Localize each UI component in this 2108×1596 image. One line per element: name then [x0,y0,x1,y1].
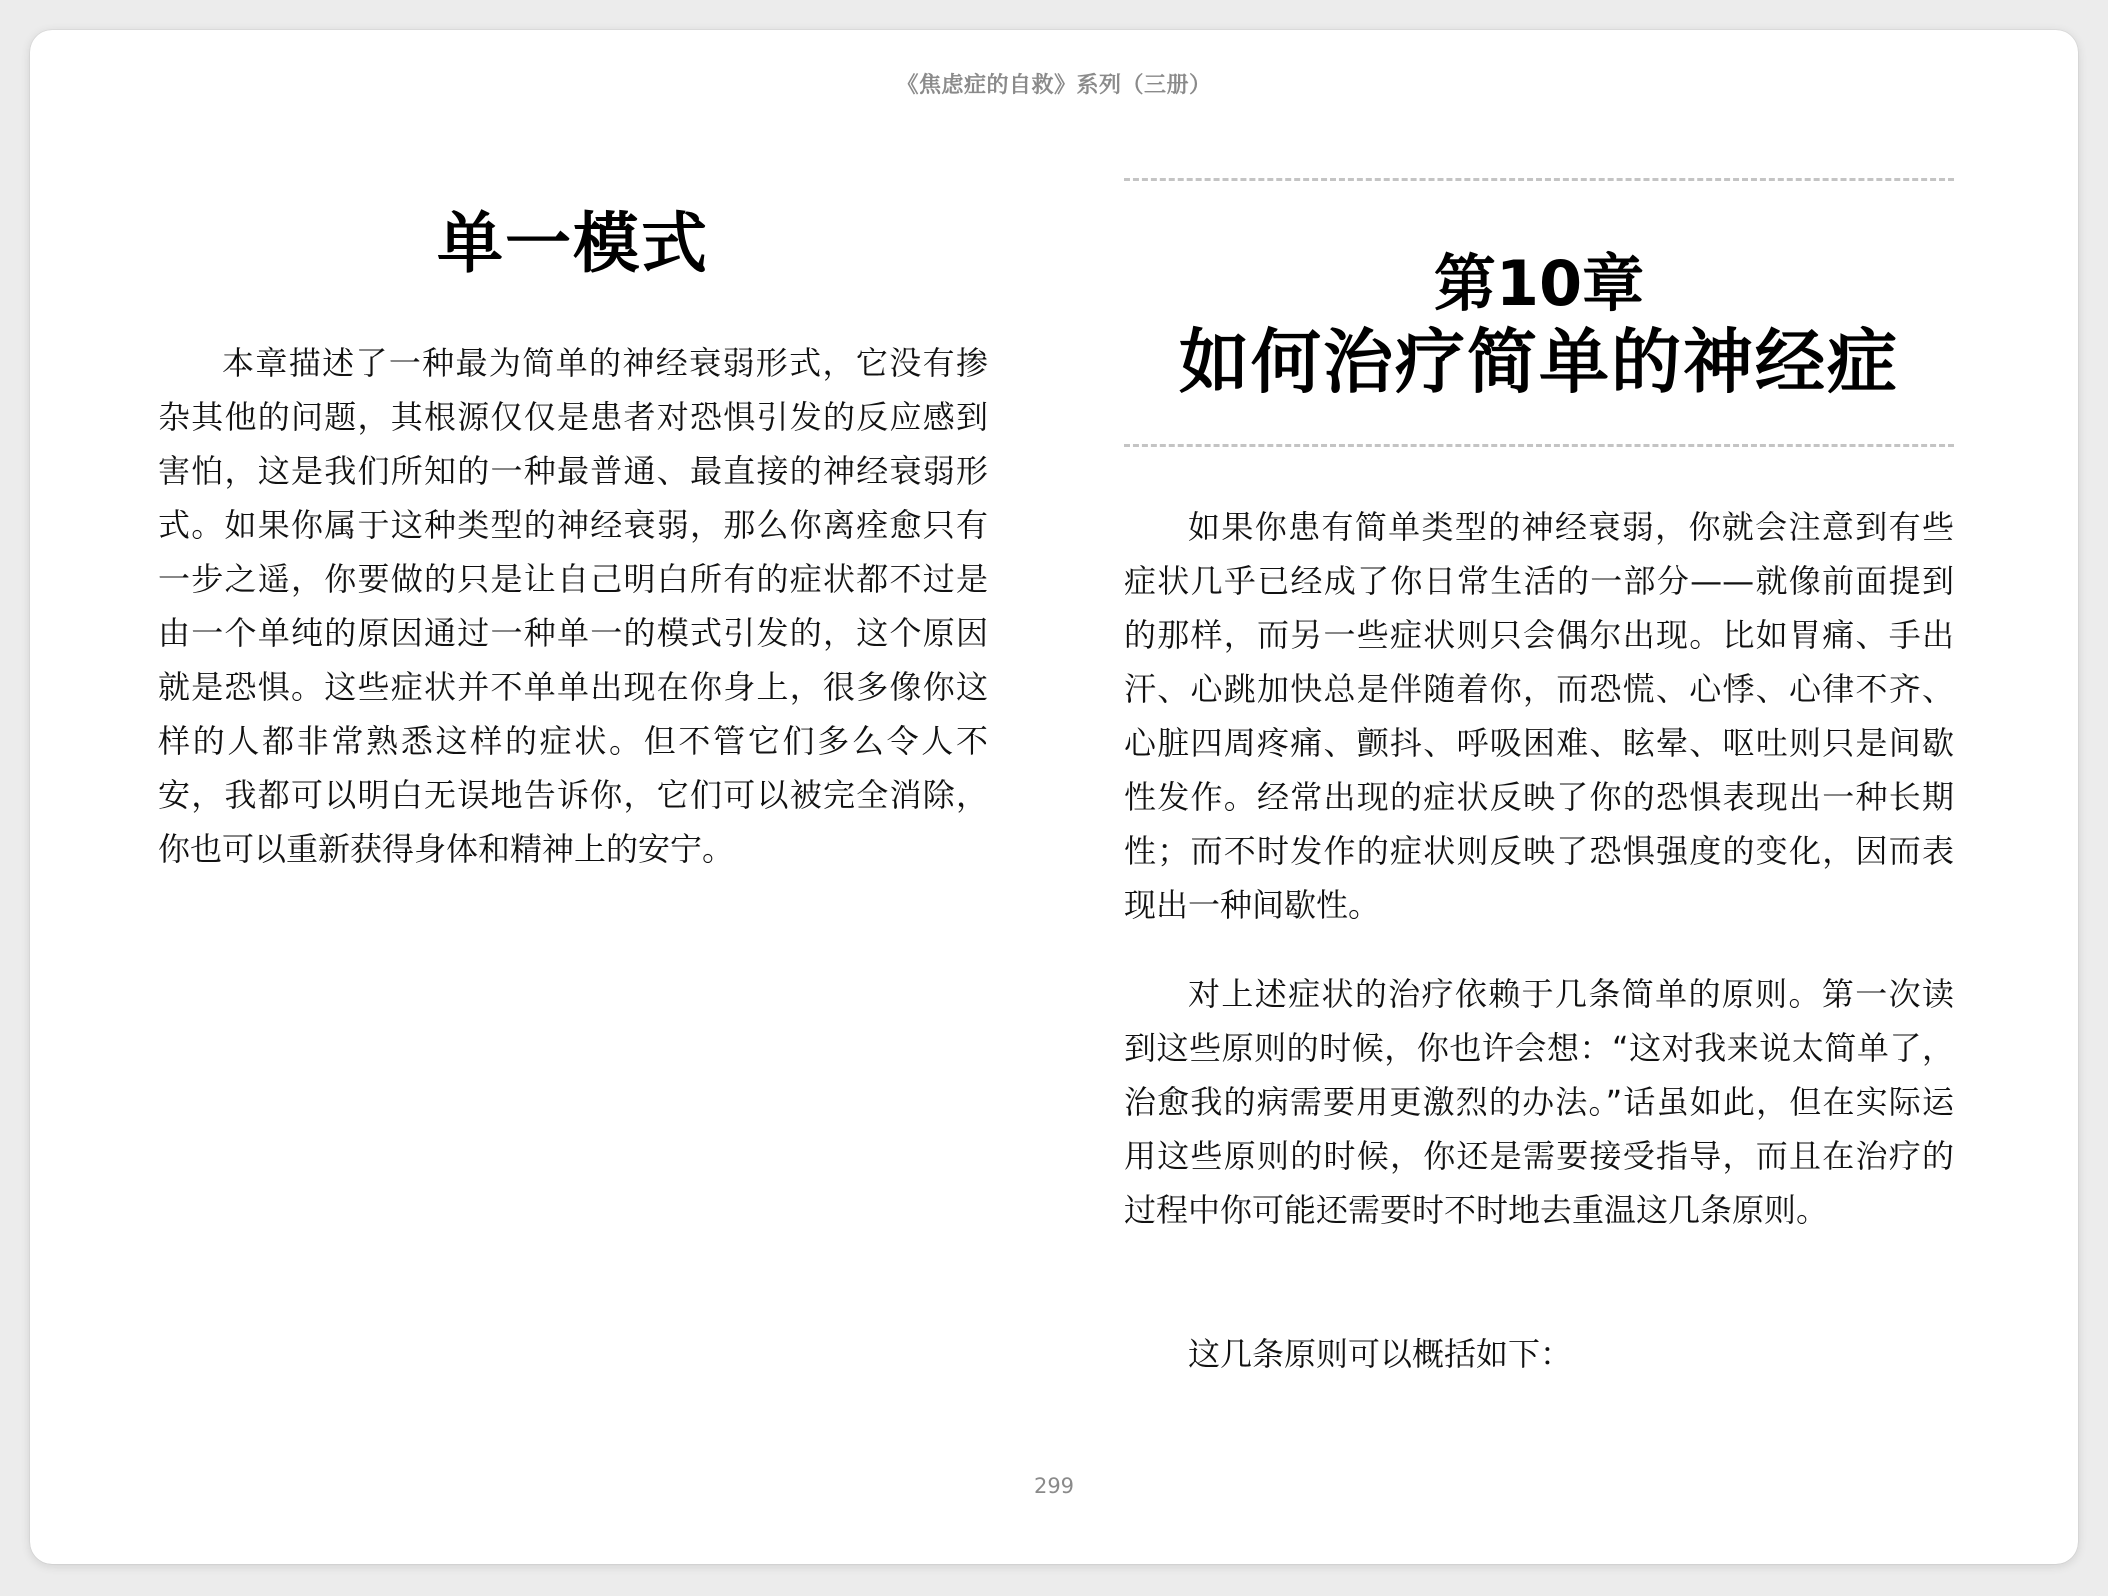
chapter-number: 第10章 [1433,247,1645,320]
body-paragraph: 对上述症状的治疗依赖于几条简单的原则。第一次读到这些原则的时候，你也许会想：“这对我来说太简单了，治愈我的病需要用更激烈的办法。”话虽如此，但在实际运用这些原则的时候，你还是需要接受指导，而且在治疗的过程中你可能还需要时不时地去重温这几条原则。 [1124,975,1954,1229]
body-paragraph: 如果你患有简单类型的神经衰弱，你就会注意到有些症状几乎已经成了你日常生活的一部分——就像前面提到的那样，而另一些症状则只会偶尔出现。比如胃痛、手出汗、心跳加快总是伴随着你，而恐慌、心悸、心律不齐、心脏四周疼痛、颤抖、呼吸困难、眩晕、呕吐则只是间歇性发作。经常出现的症状反映了你的恐惧表现出一种长期性；而不时发作的症状则反映了恐惧强度的变化，因而表现出一种间歇性。 [1124,508,1954,924]
body-paragraph: 这几条原则可以概括如下： [1188,1335,1573,1373]
chapter-title: 如何治疗简单的神经症 [1179,321,1899,403]
body-paragraph: 本章描述了一种最为简单的神经衰弱形式，它没有掺杂其他的问题，其根源仅仅是患者对恐惧引发的反应感到害怕，这是我们所知的一种最普通、最直接的神经衰弱形式。如果你属于这种类型的神经衰弱，那么你离痊愈只有一步之遥，你要做的只是让自己明白所有的症状都不过是由一个单纯的原因通过一种单一的模式引发的，这个原因就是恐惧。这些症状并不单单出现在你身上，很多像你这样的人都非常熟悉这样的症状。但不管它们多么令人不安，我都可以明白无误地告诉你，它们可以被完全消除，你也可以重新获得身体和精神上的安宁。 [158,344,988,868]
book-title: 《焦虑症的自救》系列（三册） [896,73,1212,98]
left-page [158,30,988,1564]
reader-window [30,30,2078,1564]
page-number: 299 [1033,1474,1075,1498]
dashed-divider [1124,178,1954,181]
section-title: 单一模式 [437,205,709,282]
right-page [1124,30,1954,1564]
dashed-divider [1124,444,1954,447]
